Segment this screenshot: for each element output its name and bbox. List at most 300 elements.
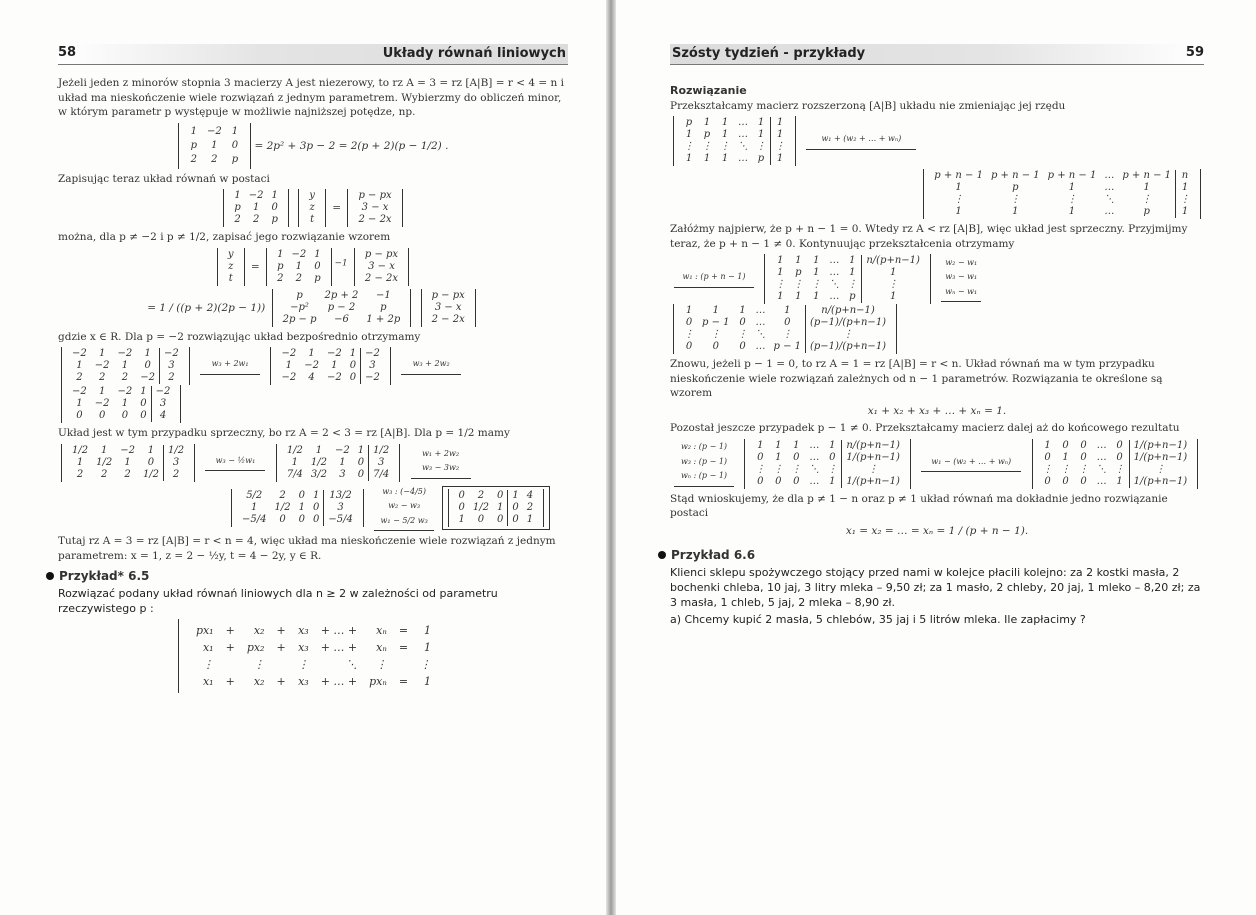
matrix-cell: 2 − 2x xyxy=(431,313,465,325)
paragraph: Przekształcamy macierz rozszerzoną [A|B] układu nie zmieniając jej rzędu xyxy=(670,99,1066,112)
adjugate-matrix xyxy=(272,289,412,327)
matrix-cell: 1 xyxy=(1176,182,1195,194)
matrix-cell: ⋮ xyxy=(684,141,694,152)
matrix-cell: 1/(p+n−1) xyxy=(842,452,904,464)
row-operation: w₃ : (−4/5) w₂ − w₃ w₁ − 5/2 w₃ xyxy=(374,485,434,532)
matrix-cell: ⋮ xyxy=(202,657,214,671)
matrix-cell: 1 xyxy=(308,348,315,359)
paragraph: Tutaj rz A = 3 = rz [A|B] = r < n = 4, więc układ ma nieskończenie wiele rozwiązań z jednym parametrem: x = 1, z = 2 − ½y, t = 4 − 2y, y ∈ R. xyxy=(58,535,556,562)
bullet-icon xyxy=(46,572,54,580)
matrix-cell: 1 xyxy=(124,456,131,468)
matrix-cell: 2 − 2x xyxy=(358,214,392,225)
matrix-cell: 2 xyxy=(252,214,260,225)
unknowns-vector xyxy=(217,248,245,286)
matrix-cell: 1 xyxy=(140,386,147,397)
matrix-cell: 1 xyxy=(829,475,836,487)
matrix-cell: (p−1)/(p+n−1) xyxy=(806,317,891,329)
row-reduction-p-minus-2 xyxy=(58,347,568,423)
matrix-cell: 1 xyxy=(712,305,719,316)
matrix-cell: 1 xyxy=(121,398,129,409)
matrix-cell: 1 xyxy=(424,674,432,688)
determinant xyxy=(178,123,252,169)
matrix-cell: … xyxy=(809,475,820,487)
matrix-cell: 1 xyxy=(862,291,924,303)
matrix-cell: 3/2 xyxy=(310,468,327,480)
step-4 xyxy=(670,439,1204,489)
matrix-cell: … xyxy=(829,267,840,278)
matrix-cell: −1 xyxy=(375,289,391,301)
matrix-cell: 2 xyxy=(76,372,83,383)
paragraph: gdzie x ∈ R. Dla p = −2 rozwiązując układ bezpośrednio otrzymamy xyxy=(58,330,421,343)
matrix-cell: −5/4 xyxy=(324,514,357,526)
matrix-cell: ⋮ xyxy=(793,279,804,290)
matrix-cell: (p−1)/(p+n−1) xyxy=(806,341,891,353)
matrix-cell: … xyxy=(755,317,766,328)
matrix-cell: 1 xyxy=(721,117,729,128)
matrix-cell: 1 xyxy=(771,129,790,141)
matrix-cell: 1 xyxy=(775,451,782,463)
matrix-cell: 0 xyxy=(757,451,764,463)
matrix-cell: 0 xyxy=(1062,475,1069,487)
matrix-cell: 1 xyxy=(739,305,746,316)
matrix-cell: z xyxy=(228,260,234,272)
matrix-cell: 1 xyxy=(862,267,924,279)
row-operation: w₂ : (p − 1) w₃ : (p − 1) wₙ : (p − 1) xyxy=(674,440,734,487)
matrix-cell: t xyxy=(228,272,233,284)
matrix-cell: 1 xyxy=(251,501,258,513)
matrix-cell: ⋮ xyxy=(1042,463,1053,475)
matrix-cell: 2 xyxy=(526,501,534,513)
matrix-cell: 1 xyxy=(295,260,303,272)
matrix-cell: 2 xyxy=(121,372,129,383)
row-operation: w₂ − w₁ w₃ − w₁ wₙ − w₁ xyxy=(941,256,981,303)
matrix-cell xyxy=(221,657,240,672)
augmented-matrix xyxy=(270,347,390,385)
matrix-cell: 1 xyxy=(98,386,106,397)
matrix-cell: −6 xyxy=(334,313,349,325)
matrix-cell: 3 xyxy=(369,457,394,469)
matrix-cell: = xyxy=(398,623,409,637)
matrix-cell: 0 xyxy=(508,514,523,526)
matrix-cell: … xyxy=(1104,182,1115,193)
matrix-cell: p + n − 1 xyxy=(1047,170,1097,181)
matrix-cell: p − 1 xyxy=(702,317,730,328)
result-box xyxy=(442,486,551,530)
matrix-cell: 2 xyxy=(234,214,241,225)
matrix-cell: 1 xyxy=(508,490,523,502)
matrix-cell: p xyxy=(271,214,278,225)
matrix-cell: x₃ xyxy=(298,640,309,654)
matrix-cell xyxy=(271,657,290,672)
matrix-cell: 1/2 xyxy=(472,501,489,513)
matrix-cell: 3 xyxy=(151,398,174,410)
matrix-cell: 2 xyxy=(164,469,189,481)
matrix-cell: x₁ xyxy=(202,640,214,654)
matrix-cell: 4 xyxy=(526,489,534,501)
row-operation: w₃ + 2w₂ xyxy=(401,357,461,375)
matrix-cell: 0 xyxy=(793,475,800,487)
matrix-cell: … xyxy=(829,291,840,302)
matrix-cell: … xyxy=(1096,451,1107,463)
matrix-cell: 0 xyxy=(1044,475,1051,487)
matrix-cell: 1 xyxy=(771,153,790,165)
matrix-cell: 0 xyxy=(147,456,155,468)
matrix-cell: p − px xyxy=(358,190,392,201)
matrix-cell: ⋱ xyxy=(829,279,840,290)
matrix-cell: … xyxy=(1096,439,1107,451)
matrix-cell: −2 xyxy=(151,386,174,398)
matrix-cell: 1 xyxy=(757,117,765,128)
matrix-cell: 1 xyxy=(1116,475,1123,487)
row-operation: w₁ + (w₂ + … + wₙ) xyxy=(806,132,916,150)
left-page xyxy=(0,0,608,915)
matrix-cell: ⋮ xyxy=(710,329,721,340)
matrix-cell: 0 xyxy=(1116,451,1123,463)
matrix-cell: −2 xyxy=(94,398,110,409)
matrix-cell: x₃ xyxy=(298,623,309,637)
matrix-cell: 0 xyxy=(496,513,504,525)
matrix-cell: 1 xyxy=(685,153,693,164)
matrix-cell: 1 xyxy=(190,125,197,137)
matrix-cell: ⋮ xyxy=(847,279,858,290)
matrix-cell: 1 xyxy=(98,348,106,359)
example-text: Klienci sklepu spożywczego stojący przed nami w kolejce płacili kolejno: za 2 kostki masła, 2 bochenki chleba, 10 jaj, 3 litry mleka – 9,50 zł; za 1 masło, 2 chleby, 20 jaj, 1 mleko – 8,20 zł; za 3 masła, 1 chleb, 5 jaj, 2 mleka – 8,90 zł. xyxy=(670,565,1201,609)
matrix-cell: ⋮ xyxy=(720,141,730,152)
matrix-cell: 2 xyxy=(124,468,131,480)
matrix-cell: −2 xyxy=(94,360,110,371)
matrix-cell: p + n − 1 xyxy=(990,170,1040,181)
inverse-solution: y z t = 1 −2 1 p 1 0 2 2 p $^{-1}$ p − px 3 − x 2 − 2x xyxy=(58,248,568,286)
row-operation: w₃ − ½w₁ xyxy=(205,454,265,472)
paragraph: Jeżeli jeden z minorów stopnia 3 macierzy A jest niezerowy, to rz A = 3 = rz [A|B] = r < 4 = n i układ ma nieskończenie wiele rozwiązań z jednym parametrem. Wybierzmy do obliczeń minor, w którym parametr p występuje w możliwie najniższej potędze, np. xyxy=(58,77,564,118)
matrix-cell: 1 xyxy=(757,439,764,451)
matrix-cell: ⋮ xyxy=(1060,463,1071,475)
matrix-cell: ⋱ xyxy=(1096,463,1107,475)
matrix-cell: xₙ xyxy=(376,623,387,637)
matrix-cell: x₂ xyxy=(253,674,265,688)
matrix-cell: p xyxy=(1143,206,1150,217)
matrix-cell: 2 xyxy=(98,372,106,383)
matrix-cell: 1/(p+n−1) xyxy=(1129,476,1191,488)
matrix-cell: 0 xyxy=(349,372,357,383)
matrix-cell: 1 xyxy=(100,444,108,456)
linear-system xyxy=(58,619,568,698)
matrix-cell: 1/(p+n−1) xyxy=(1129,452,1191,464)
matrix-cell: ⋮ xyxy=(782,329,793,340)
matrix-cell: 1 xyxy=(1068,206,1076,217)
matrix-cell: p xyxy=(190,139,197,151)
matrix-cell: 1 xyxy=(849,255,856,266)
section-title: Szósty tydzień - przykłady xyxy=(672,46,866,61)
matrix-cell: 1 xyxy=(496,501,504,513)
matrix-cell: x₂ xyxy=(253,623,265,637)
matrix-cell: 1/2 xyxy=(96,456,113,468)
matrix-cell: ⋮ xyxy=(755,463,766,475)
matrix-cell: −2 xyxy=(206,125,222,137)
matrix-cell: ⋮ xyxy=(737,329,748,340)
matrix-cell: + … + xyxy=(320,640,358,654)
rhs-vector xyxy=(347,189,402,227)
matrix-cell: 1 xyxy=(777,255,784,266)
matrix-cell: 0 xyxy=(829,451,836,463)
matrix-cell: 1 xyxy=(147,444,155,456)
matrix-cell: p xyxy=(296,289,303,301)
augmented-matrix xyxy=(764,254,931,304)
matrix-cell: + xyxy=(225,674,235,688)
matrix-cell: 0 xyxy=(271,202,278,213)
rhs-vector xyxy=(354,248,409,286)
matrix-cell: 2 xyxy=(160,372,183,384)
matrix-cell xyxy=(394,657,413,672)
matrix-cell: −2 xyxy=(248,190,264,201)
step-2 xyxy=(670,169,1204,219)
matrix-cell: 1 xyxy=(721,153,729,164)
augmented-matrix xyxy=(673,304,897,354)
matrix-cell: 2p + 2 xyxy=(324,289,359,301)
matrix-cell: 1 xyxy=(121,360,129,371)
matrix-cell: 1 xyxy=(813,267,820,278)
paragraph: Układ jest w tym przypadku sprzeczny, bo rz A = 2 < 3 = rz [A|B]. Dla p = 1/2 mamy xyxy=(58,427,510,439)
matrix-cell: … xyxy=(809,439,820,451)
matrix-cell: + xyxy=(276,674,286,688)
matrix-cell: ⋮ xyxy=(862,279,924,291)
matrix-cell: 1 xyxy=(314,248,321,260)
matrix-cell: 2 − 2x xyxy=(364,272,399,284)
matrix-cell: 1 xyxy=(1176,206,1195,218)
matrix-cell: 1 xyxy=(339,456,346,468)
matrix-cell: … xyxy=(738,117,748,128)
matrix-cell: p xyxy=(849,291,856,302)
matrix-cell: … xyxy=(755,341,766,352)
matrix-cell: ⋮ xyxy=(1010,194,1021,205)
matrix-cell: 1 xyxy=(771,117,790,129)
matrix-cell: xₙ xyxy=(376,640,387,654)
matrix-cell: 1 + 2p xyxy=(366,313,401,325)
matrix-cell: 2 xyxy=(100,468,108,480)
matrix-cell: ⋮ xyxy=(1176,194,1195,206)
matrix-cell: 2 xyxy=(477,489,485,501)
augmented-matrix xyxy=(276,444,400,482)
matrix-cell: 0 xyxy=(685,341,693,352)
matrix-cell: ⋮ xyxy=(702,141,712,152)
matrix-cell: 0 xyxy=(793,451,800,463)
matrix-cell: p xyxy=(703,129,711,140)
paragraph: Znowu, jeżeli p − 1 = 0, to rz A = 1 = rz [A|B] = r < n. Układ równań ma w tym przypadku nieskończenie wiele rozwiązań zależnych od n − 1 parametrów. Rozwiązania te określone są wzorem xyxy=(670,358,1163,399)
matrix-cell: + xyxy=(225,640,235,654)
matrix-cell: 1 xyxy=(829,439,836,451)
rhs-vector xyxy=(421,289,476,327)
matrix-cell: p xyxy=(277,260,284,272)
matrix-cell: p xyxy=(757,153,765,164)
matrix-cell: 1 xyxy=(144,348,151,359)
matrix-cell: … xyxy=(738,153,748,164)
augmented-matrix xyxy=(61,385,181,423)
matrix-cell: p − px xyxy=(431,289,465,301)
matrix-cell: 1/2 xyxy=(72,444,89,456)
left-page-header xyxy=(58,44,568,65)
matrix-cell: ⋮ xyxy=(1078,463,1089,475)
matrix-cell: 1 xyxy=(231,125,239,137)
matrix-cell: 0 xyxy=(298,489,305,501)
matrix-cell: n/(p+n−1) xyxy=(806,305,891,317)
matrix-cell: −2 xyxy=(160,348,183,360)
matrix-cell: ⋮ xyxy=(811,279,822,290)
matrix-cell: −2 xyxy=(335,444,350,456)
left-page-body xyxy=(58,76,568,700)
matrix-cell: x₃ xyxy=(298,674,309,688)
matrix-cell: 0 xyxy=(98,410,106,421)
matrix-cell: 1 xyxy=(277,248,284,260)
matrix-cell: 0 xyxy=(739,341,746,352)
matrix-cell: 3 xyxy=(324,502,357,514)
matrix-cell: 0 xyxy=(312,501,320,513)
matrix-cell: 1 xyxy=(721,129,729,140)
matrix-cell: 1 xyxy=(777,291,784,302)
matrix-cell: 5/2 xyxy=(246,489,263,501)
matrix-cell: 3 xyxy=(361,360,384,372)
matrix-cell: −2 xyxy=(140,372,155,383)
matrix-cell: −2 xyxy=(361,348,384,360)
matrix-cell: 1 xyxy=(252,202,260,213)
matrix-cell: −2 xyxy=(304,360,319,371)
matrix-cell: 1 xyxy=(234,190,241,201)
matrix-cell: 0 xyxy=(349,360,357,371)
matrix-cell: 1 xyxy=(795,291,802,302)
matrix-cell: 0 xyxy=(458,489,465,501)
augmented-matrix xyxy=(231,489,364,527)
equation: x₁ + x₂ + x₃ + … + xₙ = 1. xyxy=(867,404,1007,417)
matrix-cell: −2 xyxy=(117,348,133,359)
step-3 xyxy=(670,254,1204,354)
matrix-cell: ⋱ xyxy=(738,141,748,152)
matrix-cell: 0 xyxy=(298,513,305,525)
determinant-result: = 2p² + 3p − 2 = 2(p + 2)(p − 1/2) . xyxy=(254,139,449,152)
matrix-cell: 1 xyxy=(526,513,534,525)
matrix-equation: 1 −2 1 p 1 0 2 2 p y z t = p − px 3 − x 2 − 2x xyxy=(58,189,568,227)
augmented-matrix xyxy=(744,439,911,489)
matrix-cell: px₂ xyxy=(246,640,265,654)
augmented-matrix xyxy=(61,444,195,482)
matrix-cell: 1 xyxy=(703,117,711,128)
matrix-cell: 3 − x xyxy=(361,202,389,213)
matrix-cell: 1 xyxy=(849,267,856,278)
matrix-cell: … xyxy=(755,305,766,316)
bullet-icon xyxy=(658,551,666,559)
row-operation: w₃ + 2w₁ xyxy=(200,357,260,375)
paragraph: Stąd wnioskujemy, że dla p ≠ 1 − n oraz p ≠ 1 układ równań ma dokładnie jedno rozwiązanie postaci xyxy=(670,492,1168,519)
paragraph: Pozostał jeszcze przypadek p − 1 ≠ 0. Przekształcamy macierz dalej aż do końcowego rezultatu xyxy=(670,422,1180,434)
matrix-cell: 3 − x xyxy=(434,301,462,313)
matrix-cell: 1 xyxy=(1044,439,1051,451)
matrix-cell: 2 xyxy=(295,272,303,284)
matrix-cell: 2 xyxy=(211,153,218,165)
right-page-header xyxy=(670,44,1204,65)
matrix-cell: 1 xyxy=(76,360,83,371)
matrix-cell: 1/2 xyxy=(286,444,303,456)
matrix-cell: 0 xyxy=(76,410,83,421)
matrix-cell: n xyxy=(1176,170,1195,182)
matrix-cell: + xyxy=(276,623,286,637)
matrix-cell: 0 xyxy=(1080,475,1087,487)
matrix-cell: ⋮ xyxy=(775,279,786,290)
matrix-cell: 1 xyxy=(271,190,278,201)
matrix-cell: 3 xyxy=(160,360,183,372)
matrix-cell: 2 xyxy=(277,272,284,284)
row-reduction-p-half xyxy=(58,444,568,482)
augmented-matrix xyxy=(923,169,1201,219)
paragraph: Załóżmy najpierw, że p + n − 1 = 0. Wtedy rz A < rz [A|B], więc układ jest sprzeczny. Przyjmijmy teraz, że p + n − 1 ≠ 0. Kontynuując przekształcenia otrzymamy xyxy=(670,223,1188,250)
matrix-cell: 0 xyxy=(121,410,129,421)
matrix-cell: −2 xyxy=(117,386,133,397)
matrix-cell: 1 xyxy=(76,398,83,409)
matrix-cell: −2 xyxy=(291,248,307,260)
matrix-cell: p xyxy=(685,117,693,128)
matrix-cell: 0 xyxy=(508,502,523,514)
unknowns-vector xyxy=(298,189,326,227)
augmented-matrix xyxy=(673,116,796,166)
matrix-cell: n/(p+n−1) xyxy=(862,255,924,267)
matrix-cell: p xyxy=(231,153,239,165)
matrix-cell: y xyxy=(227,248,234,260)
matrix-cell: −2 xyxy=(281,348,297,359)
matrix-cell: ⋮ xyxy=(842,464,904,476)
matrix-cell: ⋮ xyxy=(1141,194,1152,205)
matrix-cell: 1 xyxy=(315,444,323,456)
matrix-cell: 7/4 xyxy=(369,469,394,481)
matrix-cell: ⋮ xyxy=(1066,194,1077,205)
equation: x₁ = x₂ = … = xₙ = 1 / (p + n − 1). xyxy=(845,524,1029,537)
matrix-cell: 0 xyxy=(357,456,365,468)
row-reduction-final xyxy=(228,485,568,532)
matrix-cell: 4 xyxy=(308,372,315,383)
matrix-cell: 1/2 xyxy=(164,445,189,457)
matrix-cell: 1 xyxy=(312,489,320,501)
matrix-cell: … xyxy=(1104,170,1115,181)
matrix-cell: 13/2 xyxy=(324,490,357,502)
matrix-cell: 0 xyxy=(1116,439,1123,451)
matrix-cell: 0 xyxy=(1044,451,1051,463)
matrix-cell: 1 xyxy=(424,623,432,637)
matrix-cell: 1 xyxy=(777,267,784,278)
matrix-cell: ⋮ xyxy=(375,657,387,671)
matrix-cell: 1/2 xyxy=(310,456,327,468)
matrix-cell: ⋮ xyxy=(773,463,784,475)
matrix-cell: + xyxy=(276,640,286,654)
coefficient-matrix xyxy=(223,189,289,227)
matrix-cell: + … + xyxy=(320,623,358,637)
matrix-cell: −2 xyxy=(326,348,342,359)
matrix-cell: ⋮ xyxy=(1114,463,1125,475)
matrix-cell: 0 xyxy=(144,360,151,371)
matrix-cell: pxₙ xyxy=(369,674,387,688)
matrix-cell: −2 xyxy=(72,386,87,397)
matrix-cell: ⋱ xyxy=(346,657,358,671)
matrix-cell: 1 xyxy=(458,513,465,525)
matrix-cell: 1/2 xyxy=(274,501,291,513)
right-page xyxy=(614,0,1256,915)
matrix-cell: −5/4 xyxy=(242,513,267,525)
matrix-cell: −2 xyxy=(120,444,135,456)
matrix-cell: p xyxy=(795,267,802,278)
matrix-cell: 1 xyxy=(211,139,218,151)
matrix-cell: ⋮ xyxy=(806,329,891,341)
matrix-cell: z xyxy=(309,202,315,213)
matrix-cell: … xyxy=(738,129,748,140)
solution-heading: Rozwiązanie xyxy=(670,84,747,97)
matrix-cell: 2 xyxy=(76,468,84,480)
matrix-cell: n/(p+n−1) xyxy=(842,440,904,452)
matrix-cell: 1 xyxy=(685,129,693,140)
